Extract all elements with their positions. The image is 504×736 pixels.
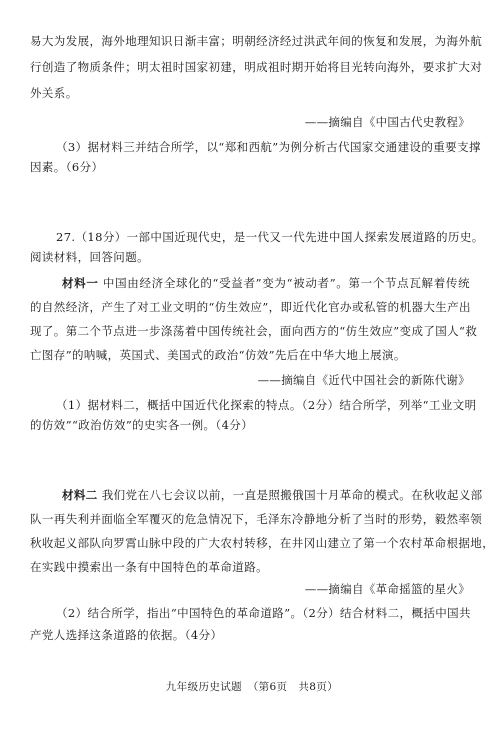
q27-1-line-2: 的仿效”“政治仿效”的史实各一例。（4分） bbox=[30, 418, 254, 432]
q27-2-line-1: （2）结合所学，指出“中国特色的革命道路”。（2分）结合材料二，概括中国共 bbox=[56, 606, 471, 620]
material3-source: ——摘编自《中国古代史教程》 bbox=[304, 115, 470, 129]
material1-source: ——摘编自《近代中国社会的新陈代谢》 bbox=[257, 373, 470, 387]
material2-source: ——摘编自《革命摇篮的星火》 bbox=[304, 582, 470, 596]
material1-line-1 bbox=[62, 276, 470, 290]
material2-line-1-text: 我们党在八七会议以前，一直是照搬俄国十月革命的模式。在秋收起义部 bbox=[101, 488, 483, 502]
material2-line-2: 队一再失利并面临全军覆灭的危急情况下，毛泽东冷静地分析了当时的形势，毅然率领 bbox=[30, 512, 483, 526]
q27-line-2: 阅读材料，回答问题。 bbox=[30, 250, 149, 264]
material1-label: 材料一 bbox=[62, 276, 99, 290]
q26-3-line-1: （3）据材料三并结合所学，以“郑和西航”为例分析古代国家交通建设的重要支撑 bbox=[56, 140, 481, 154]
material2-label: 材料二 bbox=[62, 488, 98, 502]
material2-line-1 bbox=[62, 488, 483, 502]
material1-line-2: 的自然经济，产生了对工业文明的“仿生效应”，即近代化官办或私管的机器大生产出 bbox=[30, 300, 471, 314]
material1-line-1-text: 中国由经济全球化的“受益者”变为“被动者”。第一个节点瓦解着传统 bbox=[102, 276, 470, 290]
q27-2-line-2: 产党人选择这条道路的依据。（4分） bbox=[30, 628, 223, 642]
material3-line-1: 易大为发展，海外地理知识日渐丰富；明朝经济经过洪武年间的恢复和发展，为海外航 bbox=[30, 34, 483, 48]
material3-line-3: 外关系。 bbox=[30, 86, 78, 100]
q27-1-line-1: （1）据材料二，概括中国近代化探索的特点。（2分）结合所学，列举“工业文明 bbox=[56, 398, 477, 412]
material2-line-4: 在实践中摸索出一条有中国特色的革命道路。 bbox=[30, 560, 268, 574]
q27-line-1: 27.（18分）一部中国近现代史，是一代又一代先进中国人探索发展道路的历史。 bbox=[56, 230, 484, 244]
material1-line-4: 亡图存”的呐喊，英国式、美国式的政治“仿效”先后在中华大地上展演。 bbox=[30, 348, 406, 362]
material2-line-3: 秋收起义部队向罗霄山脉中段的广大农村转移，在井冈山建立了第一个农村革命根据地， bbox=[30, 536, 495, 550]
page-footer: 九年级历史试题 （第6页 共8页） bbox=[165, 681, 339, 693]
q26-3-line-2: 因素。（6分） bbox=[30, 160, 104, 174]
material3-line-2: 行创造了物质条件；明太祖时国家初建，明成祖时期开始将目光转向海外，要求扩大对 bbox=[30, 60, 483, 74]
material1-line-3: 现了。第二个节点进一步涤荡着中国传统社会，面向西方的“仿生效应”变成了国人“救 bbox=[30, 324, 478, 338]
